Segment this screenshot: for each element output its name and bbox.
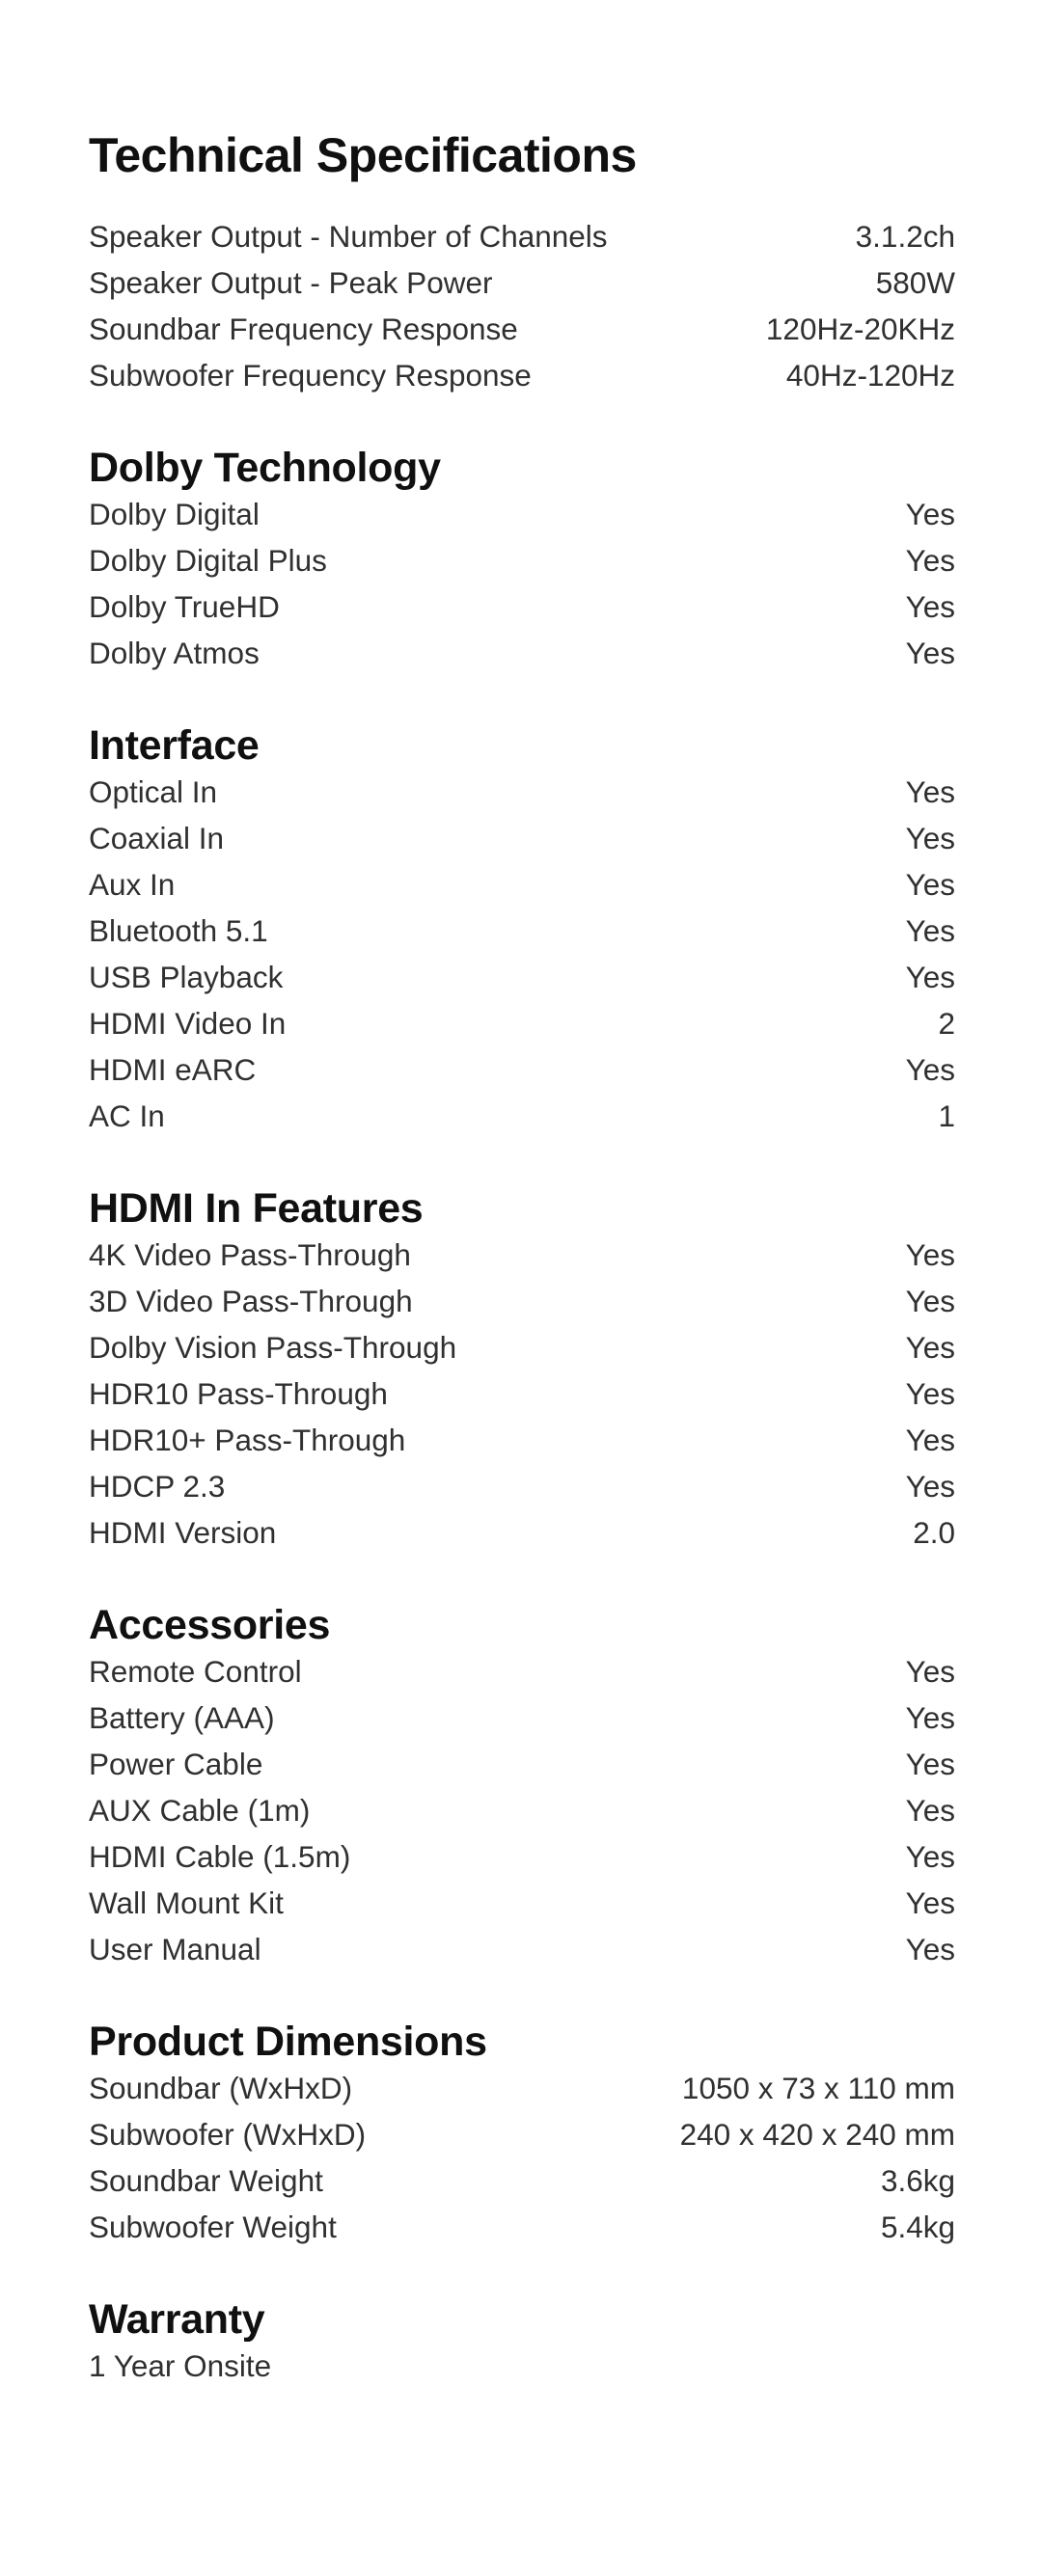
spec-value: Yes <box>905 1330 955 1365</box>
spec-row <box>89 1741 955 1787</box>
spec-label: USB Playback <box>89 960 284 994</box>
spec-value: 40Hz-120Hz <box>785 358 955 393</box>
spec-row <box>89 1695 955 1741</box>
spec-label: Subwoofer Weight <box>89 2210 337 2244</box>
spec-row <box>89 861 955 908</box>
spec-value: Yes <box>905 1052 955 1087</box>
spec-row <box>89 1046 955 1093</box>
spec-label: Bluetooth 5.1 <box>89 913 268 948</box>
spec-row <box>89 1648 955 1695</box>
spec-label: Wall Mount Kit <box>89 1885 284 1920</box>
spec-row <box>89 491 955 537</box>
spec-row <box>89 815 955 861</box>
spec-label: AUX Cable (1m) <box>89 1793 311 1828</box>
spec-row <box>89 1000 955 1046</box>
spec-label: HDMI eARC <box>89 1052 257 1087</box>
spec-label: 1 Year Onsite <box>89 2348 272 2383</box>
spec-label: Optical In <box>89 774 218 809</box>
spec-value: Yes <box>905 1793 955 1828</box>
spec-label: Speaker Output - Peak Power <box>89 265 493 300</box>
spec-label: Soundbar (WxHxD) <box>89 2071 353 2105</box>
spec-value: Yes <box>905 913 955 948</box>
spec-row <box>89 306 955 352</box>
spec-section <box>89 2296 955 2389</box>
spec-label: Subwoofer (WxHxD) <box>89 2117 367 2152</box>
spec-value: 3.6kg <box>880 2163 955 2198</box>
spec-label: HDMI Version <box>89 1515 277 1550</box>
spec-sheet <box>0 122 1042 2454</box>
page-title: Technical Specifications <box>89 128 637 182</box>
spec-label: Dolby Digital Plus <box>89 543 327 578</box>
spec-label: Dolby Atmos <box>89 636 260 670</box>
spec-value: Yes <box>905 867 955 902</box>
spec-row <box>89 1787 955 1833</box>
spec-value: Yes <box>905 1376 955 1411</box>
spec-label: Remote Control <box>89 1654 302 1689</box>
spec-value: 1050 x 73 x 110 mm <box>681 2071 955 2105</box>
spec-label: Soundbar Weight <box>89 2163 323 2198</box>
spec-row <box>89 213 955 259</box>
spec-label: Subwoofer Frequency Response <box>89 358 532 393</box>
spec-value: Yes <box>905 821 955 855</box>
spec-row <box>89 630 955 676</box>
spec-row <box>89 908 955 954</box>
spec-row <box>89 1509 955 1556</box>
spec-label: Aux In <box>89 867 176 902</box>
spec-row <box>89 2111 955 2157</box>
spec-value: 2.0 <box>913 1515 955 1550</box>
spec-section <box>89 2019 955 2250</box>
spec-label: Soundbar Frequency Response <box>89 312 518 346</box>
spec-label: Dolby Digital <box>89 497 260 531</box>
section-heading: Product Dimensions <box>89 2019 487 2065</box>
spec-label: HDCP 2.3 <box>89 1469 226 1504</box>
spec-value: Yes <box>905 1839 955 1874</box>
spec-label: 4K Video Pass-Through <box>89 1237 411 1272</box>
spec-section <box>89 1185 955 1556</box>
spec-label: Speaker Output - Number of Channels <box>89 219 608 254</box>
spec-value: 120Hz-20KHz <box>765 312 955 346</box>
spec-value: Yes <box>905 1469 955 1504</box>
section-heading: Dolby Technology <box>89 445 441 491</box>
spec-value: 240 x 420 x 240 mm <box>679 2117 955 2152</box>
spec-row <box>89 769 955 815</box>
spec-label: HDR10+ Pass-Through <box>89 1423 406 1457</box>
spec-value: Yes <box>905 497 955 531</box>
spec-value: 2 <box>938 1006 955 1041</box>
spec-row <box>89 1833 955 1880</box>
spec-rows <box>89 1232 955 1556</box>
spec-row <box>89 2065 955 2111</box>
spec-section <box>89 1602 955 1972</box>
spec-label: HDR10 Pass-Through <box>89 1376 388 1411</box>
spec-value: 1 <box>938 1098 955 1133</box>
spec-row <box>89 1324 955 1370</box>
spec-sections <box>89 213 955 2389</box>
spec-row <box>89 1417 955 1463</box>
spec-value: Yes <box>905 1700 955 1735</box>
spec-value: Yes <box>905 1284 955 1318</box>
spec-rows <box>89 213 955 398</box>
spec-value: 5.4kg <box>880 2210 955 2244</box>
spec-row <box>89 2204 955 2250</box>
spec-row <box>89 1232 955 1278</box>
spec-row <box>89 2157 955 2204</box>
spec-row <box>89 1093 955 1139</box>
spec-section <box>89 213 955 398</box>
spec-row <box>89 1926 955 1972</box>
spec-label: User Manual <box>89 1932 261 1966</box>
spec-row <box>89 954 955 1000</box>
spec-label: 3D Video Pass-Through <box>89 1284 413 1318</box>
spec-row <box>89 583 955 630</box>
section-heading: Interface <box>89 722 260 769</box>
spec-rows <box>89 491 955 676</box>
spec-label: Battery (AAA) <box>89 1700 275 1735</box>
spec-label: Dolby Vision Pass-Through <box>89 1330 457 1365</box>
spec-rows <box>89 2065 955 2250</box>
spec-label: AC In <box>89 1098 165 1133</box>
spec-row <box>89 1880 955 1926</box>
section-heading: HDMI In Features <box>89 1185 424 1232</box>
spec-rows <box>89 1648 955 1972</box>
spec-value: Yes <box>905 589 955 624</box>
spec-row <box>89 2343 955 2389</box>
spec-value: 580W <box>875 265 955 300</box>
spec-value: Yes <box>905 1237 955 1272</box>
spec-row <box>89 1370 955 1417</box>
spec-value: Yes <box>905 1747 955 1781</box>
spec-row <box>89 1278 955 1324</box>
spec-rows <box>89 2343 955 2389</box>
spec-value: Yes <box>905 774 955 809</box>
spec-value: Yes <box>905 1654 955 1689</box>
spec-value: Yes <box>905 1885 955 1920</box>
spec-label: Power Cable <box>89 1747 263 1781</box>
spec-label: HDMI Video In <box>89 1006 287 1041</box>
spec-label: Dolby TrueHD <box>89 589 280 624</box>
spec-row <box>89 259 955 306</box>
spec-value: Yes <box>905 1423 955 1457</box>
section-heading: Accessories <box>89 1602 331 1648</box>
spec-rows <box>89 769 955 1139</box>
spec-value: Yes <box>905 636 955 670</box>
spec-label: HDMI Cable (1.5m) <box>89 1839 351 1874</box>
section-heading: Warranty <box>89 2296 265 2343</box>
spec-value: Yes <box>905 960 955 994</box>
spec-row <box>89 352 955 398</box>
spec-value: Yes <box>905 543 955 578</box>
spec-row <box>89 1463 955 1509</box>
spec-row <box>89 537 955 583</box>
spec-value: 3.1.2ch <box>855 219 955 254</box>
spec-section <box>89 445 955 676</box>
spec-label: Coaxial In <box>89 821 225 855</box>
spec-value: Yes <box>905 1932 955 1966</box>
spec-section <box>89 722 955 1139</box>
